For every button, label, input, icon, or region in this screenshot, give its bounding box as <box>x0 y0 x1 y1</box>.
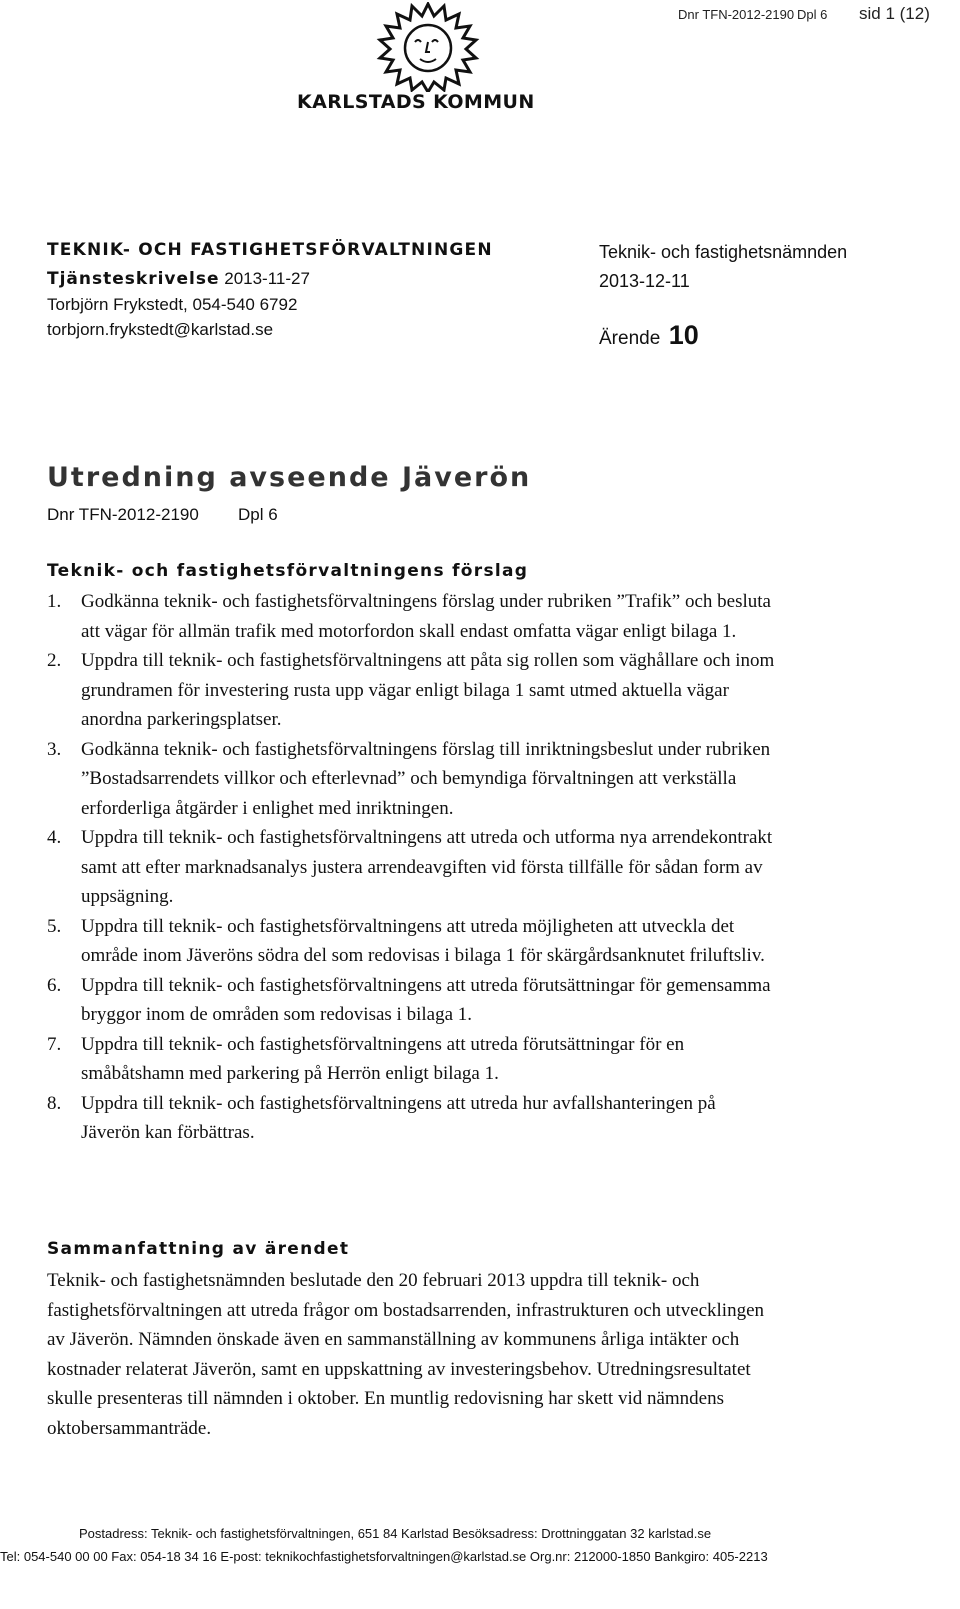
doc-type: Tjänsteskrivelse <box>47 269 220 289</box>
author-email[interactable]: torbjorn.frykstedt@karlstad.se <box>47 320 274 339</box>
sender-block <box>47 266 310 342</box>
proposal-item-text: Godkänna teknik- och fastighetsförvaltningens förslag under rubriken ”Trafik” och besluta att vägar för allmän trafik med motorfordon skall endast omfatta vägar enligt bilaga 1. <box>81 591 771 642</box>
matter-label: Ärende <box>599 328 661 349</box>
proposal-item-number: 8. <box>47 1092 62 1114</box>
footer-contact: Tel: 054-540 00 00 Fax: 054-18 34 16 E-post: teknikochfastighetsforvaltningen@karlstad.se Org.nr: 212000-1850 Bankgiro: 405-2213 <box>0 1549 768 1564</box>
doc-type-line <box>47 266 310 292</box>
proposal-item <box>47 1030 777 1089</box>
summary-heading: Sammanfattning av ärendet <box>47 1239 350 1259</box>
document-dpl: Dpl 6 <box>238 505 278 524</box>
proposal-item <box>47 735 777 824</box>
proposal-item-text: Uppdra till teknik- och fastighetsförvaltningens att utreda förutsättningar för gemensamma bryggor inom de områden som redovisas i bilaga 1. <box>81 974 771 1025</box>
sun-logo-icon <box>368 2 488 92</box>
proposal-item-text: Uppdra till teknik- och fastighetsförvaltningens att utreda hur avfallshanteringen på Jäverön kan förbättras. <box>81 1092 716 1143</box>
proposal-item-number: 4. <box>47 827 62 848</box>
proposal-item <box>47 587 777 646</box>
proposal-item-text: Uppdra till teknik- och fastighetsförvaltningens att utreda och utforma nya arrendekontrakt samt att efter marknadsanalys justera arrendeavgiften vid första tillfälle för sådan form av uppsägning. <box>81 827 773 907</box>
header-dnr: Dnr TFN-2012-2190 <box>678 7 795 22</box>
proposal-item-text: Godkänna teknik- och fastighetsförvaltningens förslag till inriktningsbeslut under rubriken ”Bostadsarrendets villkor och efterlevnad” och bemyndiga förvaltningen att verkställa erforderliga åtgärder i enlighet med inriktningen. <box>81 738 771 819</box>
proposal-item-text: Uppdra till teknik- och fastighetsförvaltningens att utreda förutsättningar för en småbåtshamn med parkering på Herrön enligt bilaga 1. <box>81 1033 685 1084</box>
proposal-item-number: 2. <box>47 650 62 671</box>
proposal-item <box>47 971 777 1030</box>
logo-wordmark: KARLSTADS KOMMUN <box>297 91 535 113</box>
proposal-item-number: 1. <box>47 591 62 612</box>
proposal-item-text: Uppdra till teknik- och fastighetsförvaltningens att påta sig rollen som väghållare och inom grundramen för investering rusta upp vägar enligt bilaga 1 samt utmed aktuella vägar anordna parkeringsplatser. <box>81 650 775 730</box>
meeting-date: 2013-12-11 <box>599 271 690 291</box>
matter <box>599 320 699 351</box>
summary-text: Teknik- och fastighetsnämnden beslutade den 20 februari 2013 uppdra till teknik- och fastighetsförvaltningen att utreda frågor om bostadsarrenden, infrastrukturen och utvecklingen av Jäverön. Nämnden önskade även en sammanställning av kommunens årliga intäkter och kostnader relaterat Jäverön, samt en uppskattning av investeringsbehov. Utredningsresultatet skulle presenteras till nämnden i oktober. En muntlig redovisning har skett vid nämndens oktobersammanträde. <box>47 1270 765 1439</box>
page-title: Utredning avseende Jäverön <box>47 462 532 493</box>
proposal-item <box>47 646 777 735</box>
matter-number: 10 <box>668 320 699 350</box>
header-dpl: Dpl 6 <box>797 7 828 22</box>
proposal-item-number: 6. <box>47 974 62 996</box>
proposal-item <box>47 1089 777 1148</box>
document-dnr: Dnr TFN-2012-2190 <box>47 505 199 524</box>
proposal-list <box>47 587 777 1148</box>
doc-date: 2013-11-27 <box>224 269 310 288</box>
board-name: Teknik- och fastighetsnämnden <box>599 242 848 262</box>
proposal-item <box>47 823 777 912</box>
proposal-item-text: Uppdra till teknik- och fastighetsförvaltningens att utreda möjligheten att utveckla det område inom Jäveröns södra del som redovisas i bilaga 1 för skärgårdsanknutet friluftsliv. <box>81 915 765 966</box>
page-number: sid 1 (12) <box>859 4 930 23</box>
proposal-heading: Teknik- och fastighetsförvaltningens förslag <box>47 561 529 581</box>
proposal-item-number: 7. <box>47 1033 62 1055</box>
author: Torbjörn Frykstedt, 054-540 6792 <box>47 295 298 314</box>
proposal-item <box>47 912 777 971</box>
footer-postal: Postadress: Teknik- och fastighetsförvaltningen, 651 84 Karlstad Besöksadress: Drottninggatan 32 karlstad.se <box>79 1526 712 1541</box>
department-name: TEKNIK- OCH FASTIGHETSFÖRVALTNINGEN <box>47 240 493 260</box>
proposal-item-number: 5. <box>47 915 62 937</box>
proposal-item-number: 3. <box>47 738 62 760</box>
